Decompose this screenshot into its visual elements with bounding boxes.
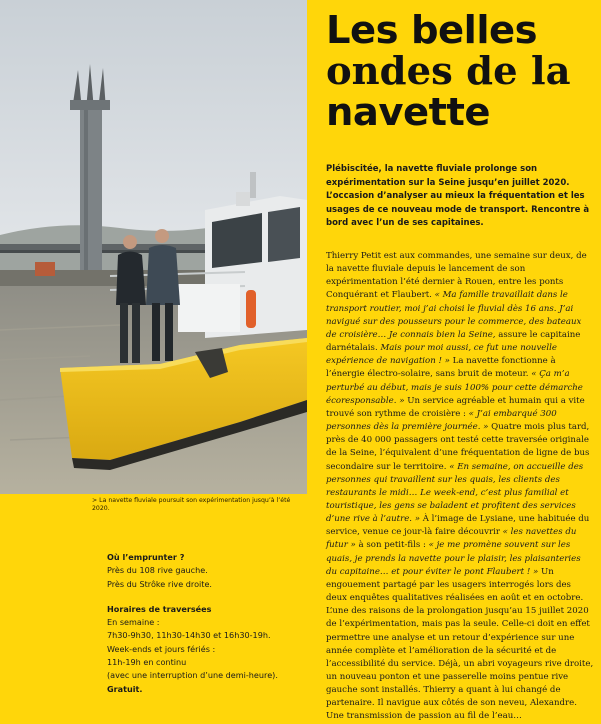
info-box xyxy=(107,551,307,696)
body-text: Un engouement partagé par les usagers interrogés lors des deux enquêtes qualitatives réalisées en août et en octobre. L’une des raisons de la prolongation jusqu’au 15 juillet 2020 de l’expérimentation, mais pas la seule. Celle-ci doit en effet permettre une analyse et un retour d’expérience sur une année complète et l’amélioration de la sécurité et de l’accessibilité du service. Déjà, un abri voyageurs rive droite, un nouveau ponton et une passerelle moins pentue rive gauche sont installés. Thierry a quant à lui changé de partenaire. Il navigue aux côtés de son neveu, Alexandre. Une transmission de passion au fil de l’eau… xyxy=(326,566,594,722)
weekend-hours: 11h-19h en continu xyxy=(107,657,187,668)
title-line-1: Les belles xyxy=(326,8,538,53)
body-text: Thierry Petit est aux commandes, une semaine sur deux, de la navette fluviale depuis le lancement de son expérimentation l’été dernier à Rouen, entre les ponts Conquérant et Flaubert. xyxy=(326,251,587,301)
body-paragraph xyxy=(326,250,594,724)
article-lede: Plébiscitée, la navette fluviale prolonge son expérimentation sur la Seine jusqu’en juillet 2020. L’occasion d’analyser au mieux la fréquentation et les usages de ce nouveau mode de transport. Rencontre à bord avec l’un de ses capitaines. xyxy=(326,164,590,229)
price: Gratuit. xyxy=(107,683,143,694)
navette-illustration xyxy=(0,0,307,494)
navette-photo xyxy=(0,0,307,494)
body-quote: « Ma famille travaillait dans le transport routier, moi j’ai choisi le fluvial dès 16 ans. J’ai navigué sur des pousseurs pour le commerce, des bateaux de croisière… Je connais bien la Seine, xyxy=(326,290,582,340)
photo-caption: > La navette fluviale poursuit son expérimentation jusqu’à l’été 2020. xyxy=(92,497,291,512)
where-title: Où l’emprunter ? xyxy=(107,552,185,562)
body-text: Un service agréable et humain qui a vite trouvé son rythme de croisière : xyxy=(326,395,585,419)
where-line: Près du Strôke rive droite. xyxy=(107,578,212,589)
where-line: Près du 108 rive gauche. xyxy=(107,565,208,576)
title-line-3: navette xyxy=(326,90,491,135)
body-text: À l’image de Lysiane, une habituée du service, venue ce jour-là faire découvrir xyxy=(326,514,590,538)
body-text: assure le capitaine darnétalais. xyxy=(326,329,581,354)
article-title xyxy=(326,10,596,133)
body-text: La navette fonctionne à l’énergie électro-solaire, sans bruit de moteur. xyxy=(326,356,556,380)
body-quote: « les navettes du futur » xyxy=(326,527,577,551)
body-quote: « En semaine, on accueille des personnes qui travaillent sur les quais, les clients des restaurants le midi… Le week-end, c’est plus familial et touristique, les gens se baladent et profitent des services d’une rive à l’autre. » xyxy=(326,461,584,525)
body-quote: « J’ai embarqué 300 personnes dès la première journée. » xyxy=(326,408,557,433)
body-text: à son petit-fils : xyxy=(355,540,429,551)
body-text: Quatre mois plus tard, près de 40 000 passagers ont testé cette traversée originale de la Seine, l’équivalent d’une fréquentation de ligne de bus secondaire sur le territoire. xyxy=(326,422,590,472)
hours-title: Horaires de traversées xyxy=(107,603,212,614)
title-line-2: ondes de la xyxy=(326,49,571,94)
body-quote: « je me promène souvent sur les quais, je prends la navette pour le plaisir, les plaisanteries du capitaine… et pour éviter le pont Flaubert ! » xyxy=(326,540,581,577)
article-body xyxy=(326,250,594,724)
weekday-label: En semaine : xyxy=(107,617,160,628)
body-quote: « Ça m’a perturbé au début, mais je suis 100% pour cette démarche écoresponsable. » xyxy=(326,369,583,406)
weekend-note: (avec une interruption d’une demi-heure). xyxy=(107,670,278,681)
weekday-hours: 7h30-9h30, 11h30-14h30 et 16h30-19h. xyxy=(107,630,271,641)
body-quote: Mais pour moi aussi, ce fut une nouvelle expérience de navigation ! » xyxy=(326,343,557,367)
weekend-label: Week-ends et jours fériés : xyxy=(107,643,216,654)
